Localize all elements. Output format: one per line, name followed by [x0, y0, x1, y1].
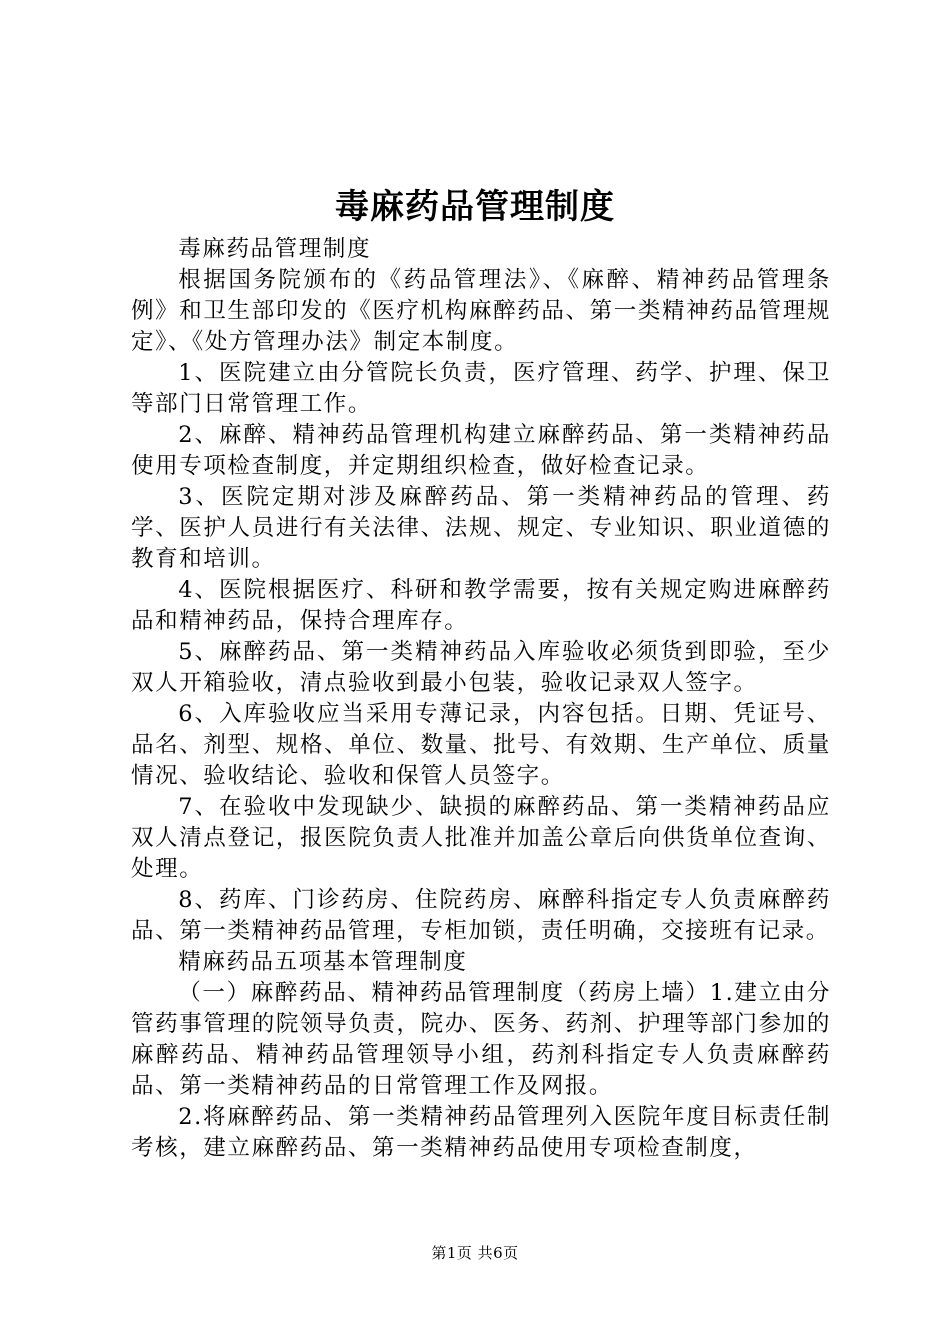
rule-item-4: 4、医院根据医疗、科研和教学需要，按有关规定购进麻醉药品和精神药品，保持合理库存。	[131, 577, 831, 634]
rule-item-5: 5、麻醉药品、第一类精神药品入库验收必须货到即验，至少双人开箱验收，清点验收到最小包装，验收记录双人签字。	[131, 639, 831, 696]
document-title: 毒麻药品管理制度	[335, 187, 615, 227]
section-heading: 毒麻药品管理制度	[178, 236, 372, 262]
rule-item-6: 6、入库验收应当采用专薄记录，内容包括。日期、凭证号、品名、剂型、规格、单位、数量、批号、有效期、生产单位、质量情况、验收结论、验收和保管人员签字。	[131, 701, 831, 789]
section-heading-2: 精麻药品五项基本管理制度	[178, 949, 468, 975]
rule-item-8: 8、药库、门诊药房、住院药房、麻醉科指定专人负责麻醉药品、第一类精神药品管理，专柜加锁，责任明确，交接班有记录。	[131, 887, 831, 944]
intro-paragraph: 根据国务院颁布的《药品管理法》、《麻醉、精神药品管理条例》和卫生部印发的《医疗机构麻醉药品、第一类精神药品管理规定》、《处方管理办法》制定本制度。	[131, 267, 831, 355]
rule-item-7: 7、在验收中发现缺少、缺损的麻醉药品、第一类精神药品应双人清点登记，报医院负责人批准并加盖公章后向供货单位查询、处理。	[131, 794, 831, 882]
subsection-paragraph-1: （一）麻醉药品、精神药品管理制度（药房上墙）1.建立由分管药事管理的院领导负责，院办、医务、药剂、护理等部门参加的麻醉药品、精神药品管理领导小组，药剂科指定专人负责麻醉药品、第一类精神药品的日常管理工作及网报。	[131, 980, 831, 1099]
subsection-paragraph-2: 2.将麻醉药品、第一类精神药品管理列入医院年度目标责任制考核，建立麻醉药品、第一类精神药品使用专项检查制度，	[131, 1104, 831, 1161]
document-body	[131, 234, 831, 1164]
page-footer: 第1页 共6页	[431, 1244, 519, 1262]
rule-item-2: 2、麻醉、精神药品管理机构建立麻醉药品、第一类精神药品使用专项检查制度，并定期组织检查，做好检查记录。	[131, 422, 831, 479]
rule-item-3: 3、医院定期对涉及麻醉药品、第一类精神药品的管理、药学、医护人员进行有关法律、法规、规定、专业知识、职业道德的教育和培训。	[131, 484, 831, 572]
rule-item-1: 1、医院建立由分管院长负责，医疗管理、药学、护理、保卫等部门日常管理工作。	[131, 360, 831, 417]
